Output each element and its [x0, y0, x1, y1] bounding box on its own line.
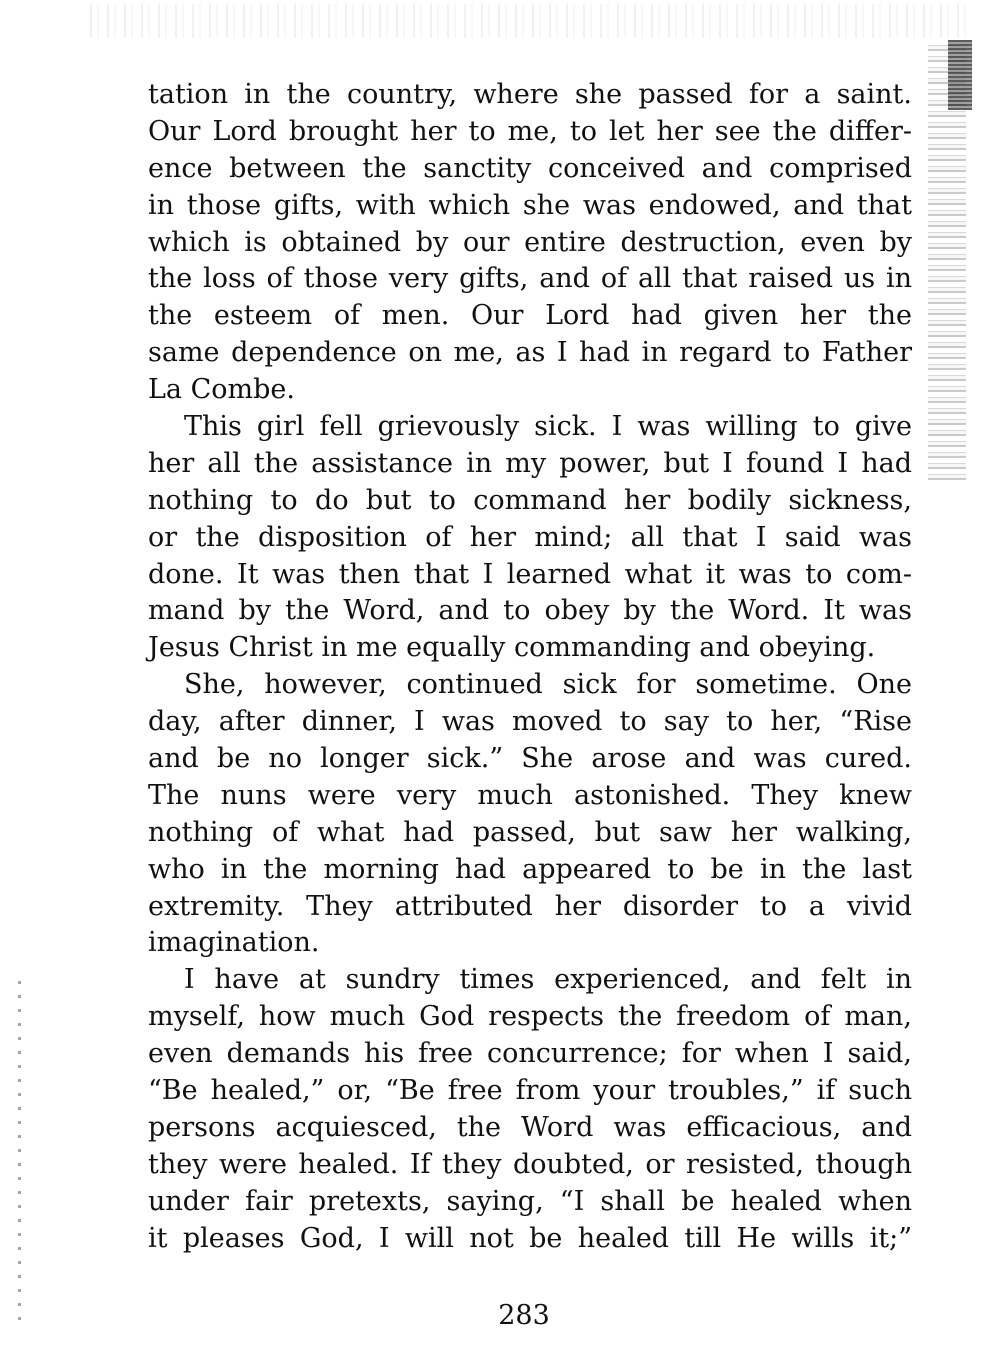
text-line: same dependence on me, as I had in regard to Father	[148, 337, 912, 369]
text-line: extremity. They attributed her disorder to a vivid	[148, 890, 912, 922]
page-number: 283	[498, 1300, 550, 1331]
text-line: “Be healed,” or, “Be free from your troubles,” if such	[148, 1075, 912, 1107]
text-line: and be no longer sick.” She arose and was cured.	[148, 743, 912, 775]
text-line: She, however, continued sick for sometime. One	[184, 669, 912, 701]
text-line: her all the assistance in my power, but I found I had	[148, 447, 912, 479]
paragraph	[148, 962, 912, 1257]
text-line: tation in the country, where she passed for a saint.	[148, 79, 912, 110]
text-line: under fair pretexts, saying, “I shall be healed when	[148, 1185, 912, 1217]
text-line: nothing of what had passed, but saw her walking,	[148, 816, 912, 848]
paragraph	[148, 77, 912, 409]
paragraph	[148, 409, 912, 667]
text-line: the loss of those very gifts, and of all that raised us in	[148, 263, 912, 295]
text-line: nothing to do but to command her bodily sickness,	[148, 484, 912, 516]
text-line: they were healed. If they doubted, or resisted, though	[148, 1148, 912, 1180]
scan-noise-top	[90, 4, 970, 38]
text-line: who in the morning had appeared to be in the last	[148, 853, 912, 885]
text-line: myself, how much God respects the freedom of man,	[148, 1001, 912, 1033]
paragraph	[148, 667, 912, 962]
text-line: day, after dinner, I was moved to say to her, “Rise	[148, 706, 912, 738]
text-line: I have at sundry times experienced, and felt in	[184, 964, 912, 996]
text-line: mand by the Word, and to obey by the Word. It was	[148, 595, 912, 627]
text-line: or the disposition of her mind; all that I said was	[148, 521, 912, 553]
text-line: The nuns were very much astonished. They knew	[148, 779, 912, 811]
text-line: which is obtained by our entire destruction, even by	[148, 226, 912, 258]
text-line: done. It was then that I learned what it was to com-	[148, 558, 912, 590]
text-line: even demands his free concurrence; for when I said,	[148, 1038, 912, 1070]
scan-noise-right-dark	[948, 40, 972, 110]
text-line: Our Lord brought her to me, to let her see the differ-	[148, 115, 912, 147]
text-line: it pleases God, I will not be healed till He wills it;”	[148, 1222, 912, 1254]
text-line: La Combe.	[148, 374, 295, 406]
text-line: This girl fell grievously sick. I was willing to give	[184, 411, 912, 443]
page-body-text	[148, 77, 912, 1258]
text-line: in those gifts, with which she was endowed, and that	[148, 189, 912, 221]
text-line: the esteem of men. Our Lord had given her the	[148, 300, 912, 332]
text-line: Jesus Christ in me equally commanding and obeying.	[148, 632, 876, 664]
scan-noise-left	[18, 980, 21, 1320]
text-line: imagination.	[148, 927, 320, 959]
text-line: ence between the sanctity conceived and comprised	[148, 152, 912, 184]
text-line: persons acquiesced, the Word was efficacious, and	[148, 1111, 912, 1143]
